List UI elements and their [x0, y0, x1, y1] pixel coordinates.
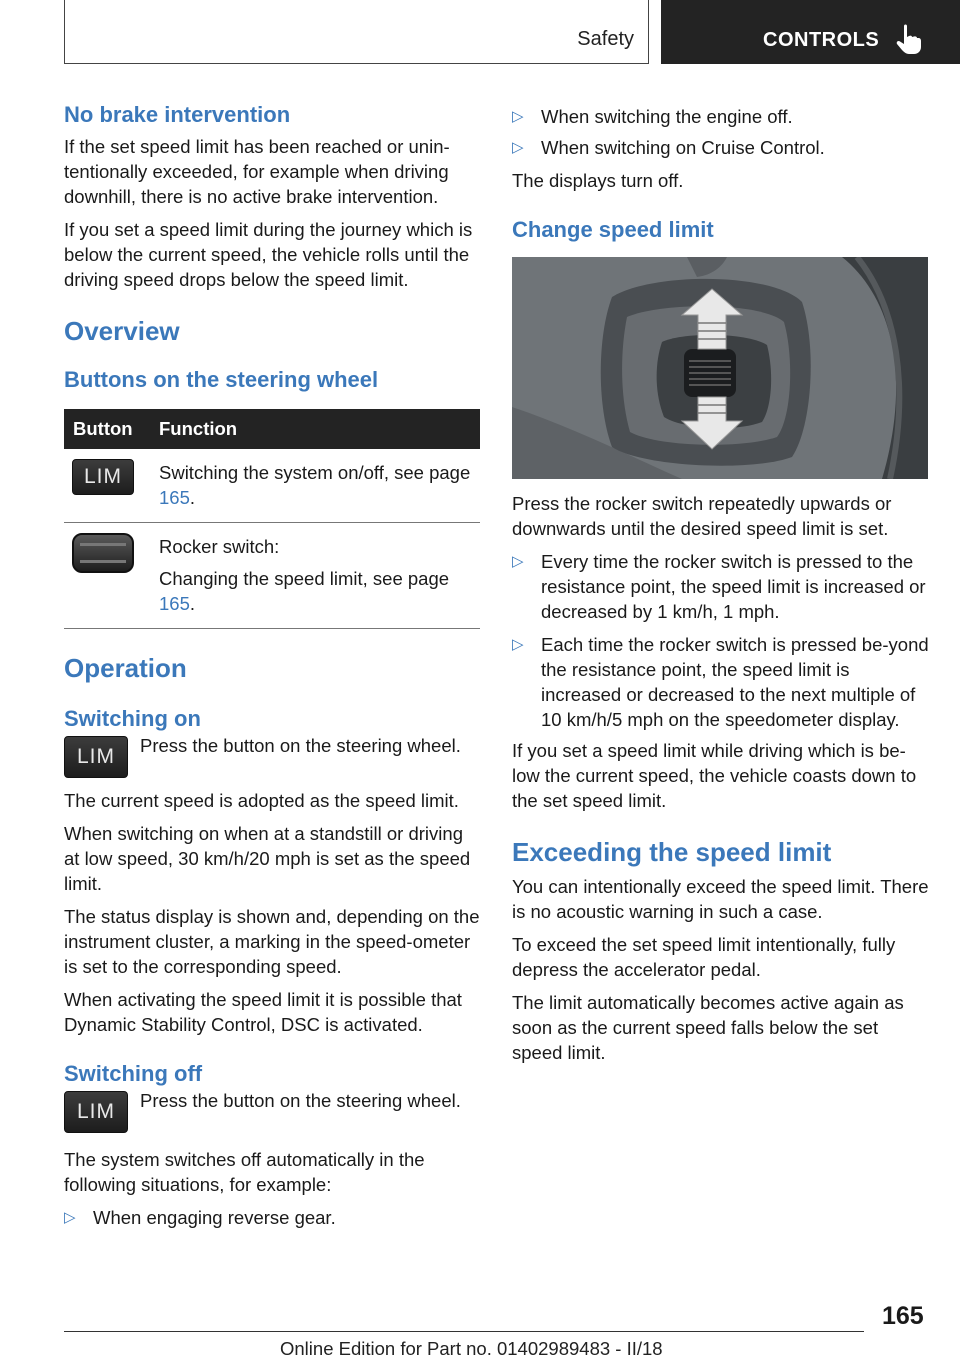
function-text-end: .: [189, 593, 196, 614]
triangle-bullet-icon: ▷: [512, 553, 524, 570]
heading-overview: Overview: [64, 316, 180, 346]
page-link[interactable]: 165: [159, 593, 190, 614]
table-cell-icon: [64, 449, 159, 523]
heading-switching-on: Switching on: [64, 706, 201, 731]
paragraph: If the set speed limit has been reached or unin-tentionally exceeded, for example when driving downhill, there is no active brake intervention.: [64, 136, 450, 207]
paragraph: Press the button on the steering wheel.: [140, 1090, 461, 1111]
table-row: [64, 449, 480, 523]
table-cell-function: [159, 449, 480, 523]
bullet-list: [512, 549, 930, 732]
paragraph: When switching on when at a standstill or driving at low speed, 30 km/h/20 mph is set as the speed limit.: [64, 823, 471, 894]
table-row: [64, 523, 480, 629]
heading-exceeding-speed-limit: Exceeding the speed limit: [512, 837, 832, 867]
heading-switching-off: Switching off: [64, 1061, 203, 1086]
page-link[interactable]: 165: [159, 487, 190, 508]
bullet-list: [64, 1205, 480, 1230]
list-item: [512, 549, 930, 624]
left-column: [64, 100, 480, 1230]
bullet-list: [512, 104, 930, 160]
paragraph: The status display is shown and, depending on the instrument cluster, a marking in the speed-ometer is set to the corresponding speed.: [64, 906, 480, 977]
table-header-function: Function: [159, 409, 480, 449]
table-cell-icon: [64, 523, 159, 629]
paragraph: If you set a speed limit while driving which is be-low the current speed, the vehicle coasts down to the set speed limit.: [512, 740, 917, 811]
paragraph: Press the button on the steering wheel.: [140, 735, 461, 756]
header-chapter-tab: [661, 0, 960, 64]
function-text: Switching the system on/off, see page: [159, 462, 471, 483]
heading-operation: Operation: [64, 653, 187, 683]
function-text-block: [159, 566, 480, 616]
page-number: 165: [882, 1302, 924, 1330]
table-cell-function: [159, 523, 480, 629]
list-item-text: When switching on Cruise Control.: [541, 137, 825, 158]
list-item: [512, 104, 930, 129]
list-item: [512, 135, 930, 160]
right-column: [512, 100, 930, 1065]
table-header-button: Button: [64, 409, 159, 449]
switching-on-instruction: [64, 732, 480, 780]
triangle-bullet-icon: ▷: [512, 108, 524, 125]
triangle-bullet-icon: ▷: [512, 636, 524, 653]
paragraph: You can intentionally exceed the speed limit. There is no acoustic warning in such a case.: [512, 876, 929, 922]
switching-off-instruction: [64, 1087, 480, 1135]
footer-divider: [64, 1331, 864, 1332]
heading-buttons-steering-wheel: Buttons on the steering wheel: [64, 367, 379, 392]
paragraph: The displays turn off.: [512, 170, 684, 191]
paragraph: To exceed the set speed limit intentionally, fully depress the accelerator pedal.: [512, 934, 896, 980]
footer-edition: Online Edition for Part no. 01402989483 - II/18: [280, 1338, 663, 1359]
table-header-row: [64, 409, 480, 449]
header-section-box: [64, 0, 649, 64]
steering-wheel-rocker-photo: [512, 257, 928, 479]
list-item: [64, 1205, 480, 1230]
list-item-text: Every time the rocker switch is pressed to the resistance point, the speed limit is increased or decreased by 1 km/h, 1 mph.: [541, 551, 926, 622]
list-item-text: When switching the engine off.: [541, 106, 793, 127]
list-item-text: Each time the rocker switch is pressed be-yond the resistance point, the speed limit is increased or decreased to the next multiple of 10 km/h/5 mph on the speedometer display.: [541, 634, 929, 730]
paragraph: When activating the speed limit it is possible that Dynamic Stability Control, DSC is activated.: [64, 989, 462, 1035]
lim-button-icon: LIM: [72, 459, 134, 495]
list-item-text: When engaging reverse gear.: [93, 1207, 336, 1228]
triangle-bullet-icon: ▷: [512, 139, 524, 156]
paragraph: The current speed is adopted as the speed limit.: [64, 790, 459, 811]
lim-button-icon: LIM: [64, 1091, 128, 1133]
paragraph: Press the rocker switch repeatedly upwards or downwards until the desired speed limit is set.: [512, 493, 892, 539]
hand-pointer-icon: [896, 23, 922, 55]
triangle-bullet-icon: ▷: [64, 1209, 76, 1226]
rocker-switch-icon: [72, 533, 134, 573]
function-text-end: .: [189, 487, 196, 508]
buttons-function-table: [64, 409, 480, 629]
lim-button-icon: LIM: [64, 736, 128, 778]
paragraph: If you set a speed limit during the journey which is below the current speed, the vehicle rolls until the driving speed drops below the speed limit.: [64, 219, 473, 290]
list-item: [512, 632, 930, 732]
paragraph: The limit automatically becomes active again as soon as the current speed falls below the set speed limit.: [512, 992, 904, 1063]
header-chapter-title: CONTROLS: [763, 29, 880, 51]
function-text: Changing the speed limit, see page: [159, 568, 450, 589]
heading-no-brake-intervention: No brake intervention: [64, 102, 291, 127]
heading-change-speed-limit: Change speed limit: [512, 217, 714, 242]
header-section-title: Safety: [577, 28, 634, 50]
function-label: Rocker switch:: [159, 536, 280, 557]
paragraph: The system switches off automatically in the following situations, for example:: [64, 1149, 425, 1195]
